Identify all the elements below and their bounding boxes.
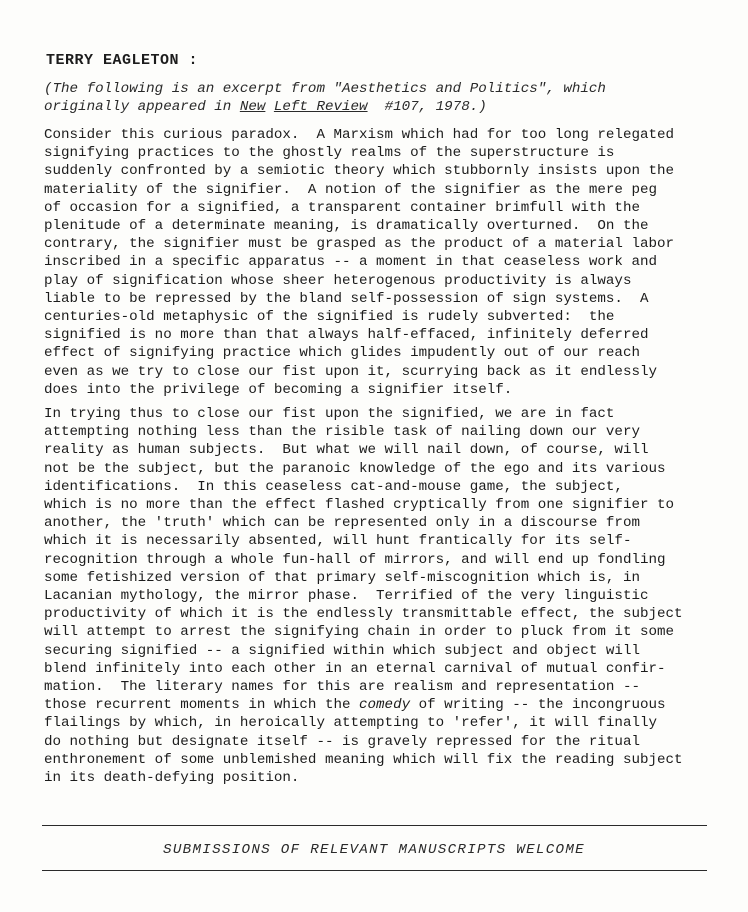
paragraph-2 [44, 405, 734, 787]
text-line: suddenly confronted by a semiotic theory which stubbornly insists upon the [44, 163, 675, 180]
divider-bottom [42, 870, 707, 871]
text-line: signified is no more than that always half-effaced, infinitely deferred [44, 327, 649, 344]
text-line: contrary, the signifier must be grasped as the product of a material labor [44, 236, 675, 253]
emphasis-comedy: comedy [359, 697, 411, 714]
text-line: mation. The literary names for this are realism and representation -- [44, 679, 640, 696]
journal-title-part: Left Review [273, 99, 368, 116]
text-line: identifications. In this ceaseless cat-and-mouse game, the subject, [44, 478, 623, 495]
intro-text: originally appeared in [44, 99, 240, 116]
text-line: which is no more than the effect flashed cryptically from one signifier to [44, 497, 675, 514]
intro-text: #107, 1978.) [367, 99, 487, 116]
text-line: liable to be repressed by the bland self-possession of sign systems. A [44, 290, 649, 307]
text-line: play of signification whose sheer heterogenous productivity is always [44, 272, 632, 289]
text-line: plenitude of a determinate meaning, is dramatically overturned. On the [44, 218, 649, 235]
text-line: Lacanian mythology, the mirror phase. Terrified of the very linguistic [44, 588, 649, 605]
text-segment: those recurrent moments in which the [44, 697, 360, 714]
text-line: some fetishized version of that primary self-miscognition which is, in [44, 569, 640, 586]
text-line: reality as human subjects. But what we will nail down, of course, will [44, 442, 649, 459]
text-line: in its death-defying position. [44, 770, 300, 787]
text-line: In trying thus to close our fist upon the signified, we are in fact [44, 406, 615, 422]
text-line: effect of signifying practice which glides impudently out of our reach [44, 345, 640, 362]
text-line: productivity of which it is the endlessly transmittable effect, the subject [44, 606, 683, 623]
intro-line: (The following is an excerpt from "Aesthetics and Politics", which [44, 81, 606, 97]
text-line: will attempt to arrest the signifying chain in order to pluck from it some [44, 624, 675, 641]
submissions-notice: SUBMISSIONS OF RELEVANT MANUSCRIPTS WELCOME [163, 842, 585, 858]
divider-top [42, 825, 707, 826]
text-line: Consider this curious paradox. A Marxism which had for too long relegated [44, 127, 675, 143]
intro-line [44, 98, 734, 116]
intro-text [265, 99, 274, 115]
text-line: materiality of the signifier. A notion of the signifier as the mere peg [44, 181, 657, 198]
text-line: signifying practices to the ghostly realms of the superstructure is [44, 145, 615, 162]
text-line: flailings by which, in heroically attempting to 'refer', it will finally [44, 715, 657, 732]
text-line: not be the subject, but the paranoic knowledge of the ego and its various [44, 460, 666, 477]
text-line: of occasion for a signified, a transparent container brimfull with the [44, 199, 640, 216]
text-line: which it is necessarily absented, will hunt frantically for its self- [44, 533, 632, 550]
text-line: does into the privilege of becoming a signifier itself. [44, 381, 513, 398]
paragraph-1 [44, 126, 734, 399]
text-line: securing signified -- a signified within which subject and object will [44, 642, 640, 659]
text-line: enthronement of some unblemished meaning which will fix the reading subject [44, 751, 683, 768]
intro-note [44, 80, 734, 116]
author-heading: TERRY EAGLETON : [46, 52, 199, 69]
text-line: recognition through a whole fun-hall of mirrors, and will end up fondling [44, 551, 666, 568]
text-line: another, the 'truth' which can be represented only in a discourse from [44, 515, 640, 532]
text-line: inscribed in a specific apparatus -- a moment in that ceaseless work and [44, 254, 657, 271]
text-line: centuries-old metaphysic of the signified is rudely subverted: the [44, 309, 615, 326]
text-line: blend infinitely into each other in an eternal carnival of mutual confir- [44, 660, 666, 677]
text-line: attempting nothing less than the risible task of nailing down our very [44, 424, 640, 441]
text-segment: of writing -- the incongruous [410, 697, 666, 714]
text-line [44, 696, 734, 714]
text-line: even as we try to close our fist upon it, scurrying back as it endlessly [44, 363, 657, 380]
text-line: do nothing but designate itself -- is gravely repressed for the ritual [44, 733, 640, 750]
journal-title-part: New [239, 99, 266, 116]
